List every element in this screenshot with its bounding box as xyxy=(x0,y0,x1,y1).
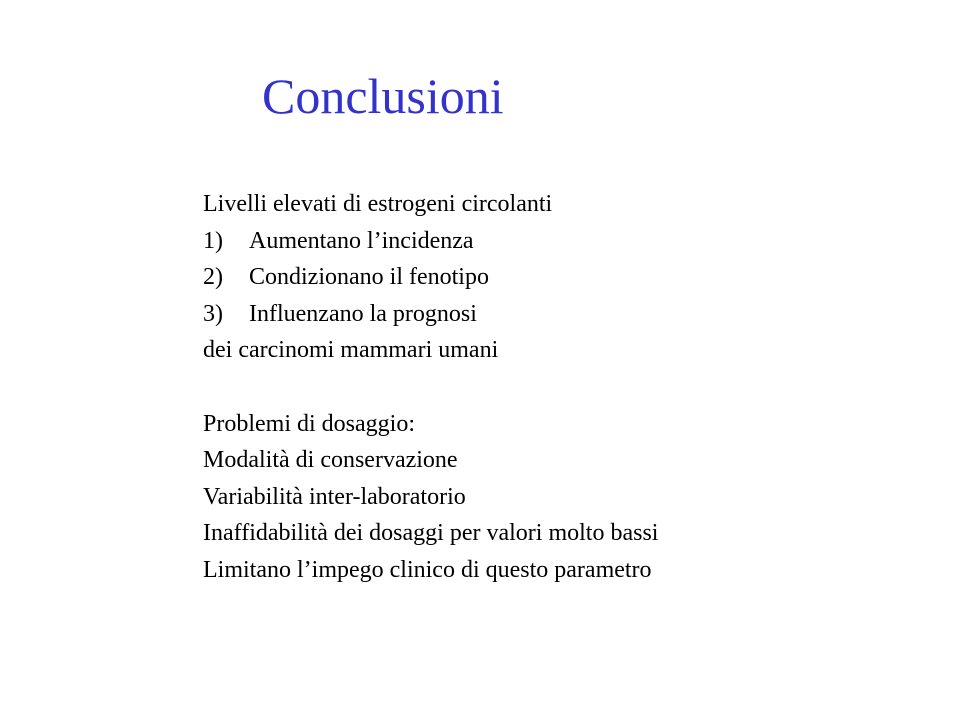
list-item xyxy=(203,223,658,260)
slide-body xyxy=(203,186,658,589)
list-item xyxy=(203,259,658,296)
list-item-text: Aumentano l’incidenza xyxy=(249,227,474,254)
list-item-text: Influenzano la prognosi xyxy=(249,300,477,327)
text-line: Modalità di conservazione xyxy=(203,447,458,474)
text-line: Inaffidabilità dei dosaggi per valori molto bassi xyxy=(203,520,659,547)
list-item-text: Condizionano il fenotipo xyxy=(249,264,489,291)
intro-line: Livelli elevati di estrogeni circolanti xyxy=(203,191,553,217)
text-line: Limitano l’impego clinico di questo parametro xyxy=(203,556,652,583)
section-heading: Problemi di dosaggio: xyxy=(203,410,415,437)
spacer xyxy=(203,369,658,406)
outro-line: dei carcinomi mammari umani xyxy=(203,337,499,364)
list-item-number: 2) xyxy=(203,264,223,291)
text-line: Variabilità inter-laboratorio xyxy=(203,483,466,510)
list-item-number: 3) xyxy=(203,300,223,327)
list-item xyxy=(203,296,658,333)
slide-title: Conclusioni xyxy=(262,68,504,124)
list-item-number: 1) xyxy=(203,227,223,254)
